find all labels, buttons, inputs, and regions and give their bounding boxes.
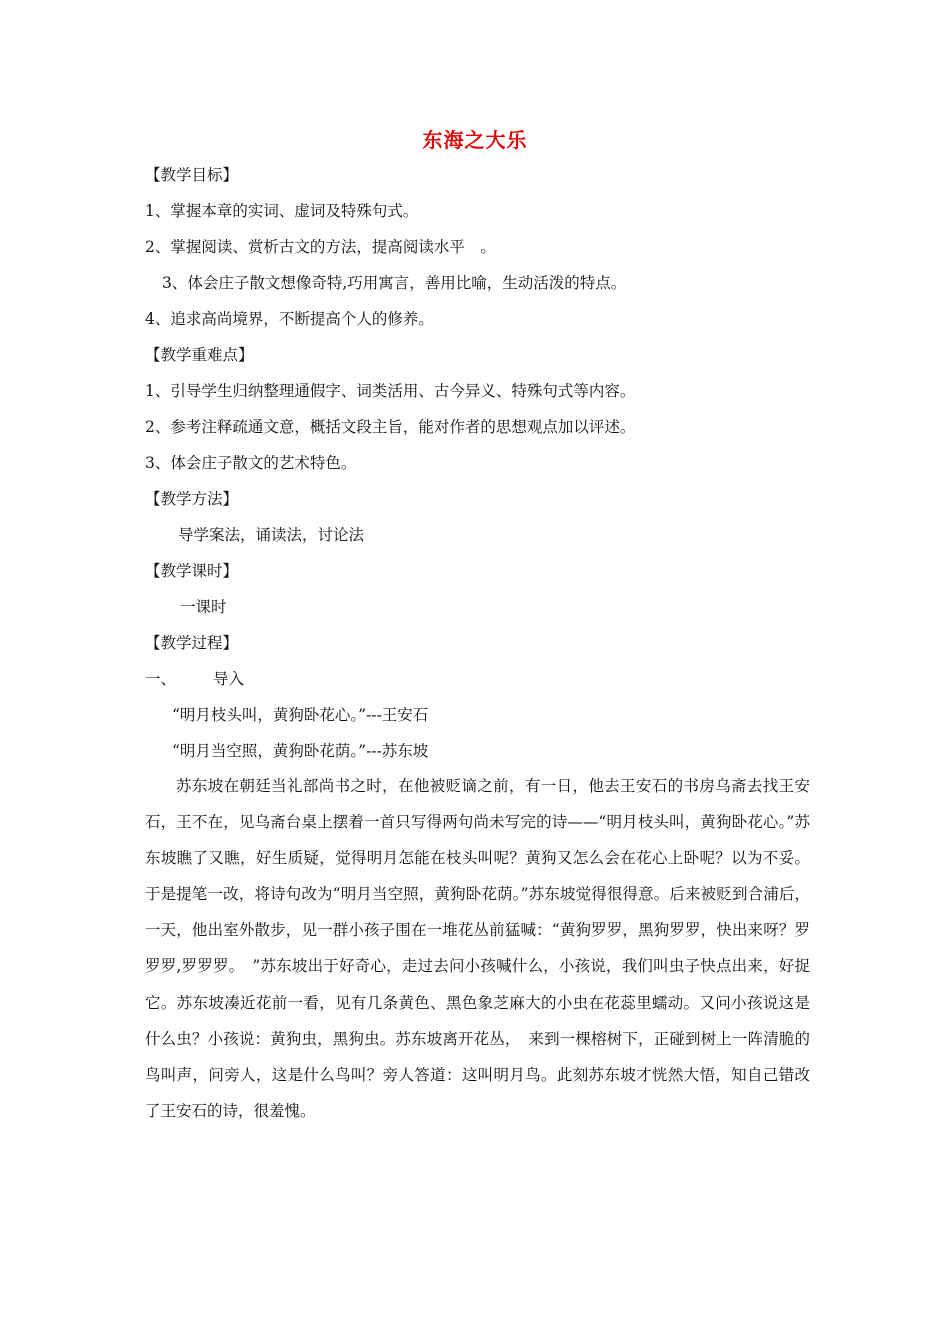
periods-text: 一课时 xyxy=(180,598,227,616)
key-point-item-2: 2、参考注释疏通文意，概括文段主旨，能对作者的思想观点加以评述。 xyxy=(145,418,636,436)
document-title: 东海之大乐 xyxy=(422,128,528,152)
key-points-heading: 【教学重难点】 xyxy=(145,346,254,364)
process-heading: 【教学过程】 xyxy=(145,634,239,652)
quote-su-dongpo: “明月当空照，黄狗卧花荫。”---苏东坡 xyxy=(172,742,429,760)
objective-item-1: 1、掌握本章的实词、虚词及特殊句式。 xyxy=(145,202,419,220)
key-point-item-3: 3、体会庄子散文的艺术特色。 xyxy=(145,454,357,472)
key-point-item-1: 1、引导学生归纳整理通假字、词类活用、古今异义、特殊句式等内容。 xyxy=(145,382,636,400)
step-number: 一、 xyxy=(145,670,177,688)
story-paragraph: 苏东坡在朝廷当礼部尚书之时，在他被贬谪之前，有一日，他去王安石的书房乌斋去找王安石，王不在，见乌斋台桌上摆着一首只写得两句尚未写完的诗——“明月枝头叫，黄狗卧花心。”苏东坡瞧了又瞧，好生质疑，觉得明月怎能在枝头叫呢？黄狗又怎么会在花心上卧呢？以为不妥。于是提笔一改，将诗句改为“明月当空照，黄狗卧花荫。”苏东坡觉得很得意。后来被贬到合浦后，一天，他出室外散步，见一群小孩子围在一堆花丛前猛喊：“黄狗罗罗，黑狗罗罗，快出来呀？罗罗罗,罗罗罗。 ”苏东坡出于好奇心，走过去问小孩喊什么，小孩说，我们叫虫子快点出来，好捉它。苏东坡凑近花前一看，见有几条黄色、黑色象芝麻大的小虫在花蕊里蠕动。又问小孩说这是什么虫？小孩说：黄狗虫，黑狗虫。苏东坡离开花丛， 来到一棵榕树下，正碰到树上一阵清脆的鸟叫声，问旁人，这是什么鸟叫？旁人答道：这叫明月鸟。此刻苏东坡才恍然大悟，知自己错改了王安石的诗，很羞愧。 xyxy=(145,777,810,1120)
methods-text: 导学案法，诵读法，讨论法 xyxy=(178,526,365,544)
objective-item-2: 2、掌握阅读、赏析古文的方法，提高阅读水平 。 xyxy=(145,238,496,256)
objectives-heading: 【教学目标】 xyxy=(145,166,239,184)
methods-heading: 【教学方法】 xyxy=(145,490,239,508)
periods-heading: 【教学课时】 xyxy=(145,562,239,580)
step-label: 导入 xyxy=(213,670,245,688)
objective-item-3: 3、体会庄子散文想像奇特,巧用寓言，善用比喻，生动活泼的特点。 xyxy=(162,274,627,292)
objective-item-4: 4、追求高尚境界，不断提高个人的修养。 xyxy=(145,310,434,328)
quote-wang-anshi: “明月枝头叫，黄狗卧花心。”---王安石 xyxy=(172,706,429,724)
